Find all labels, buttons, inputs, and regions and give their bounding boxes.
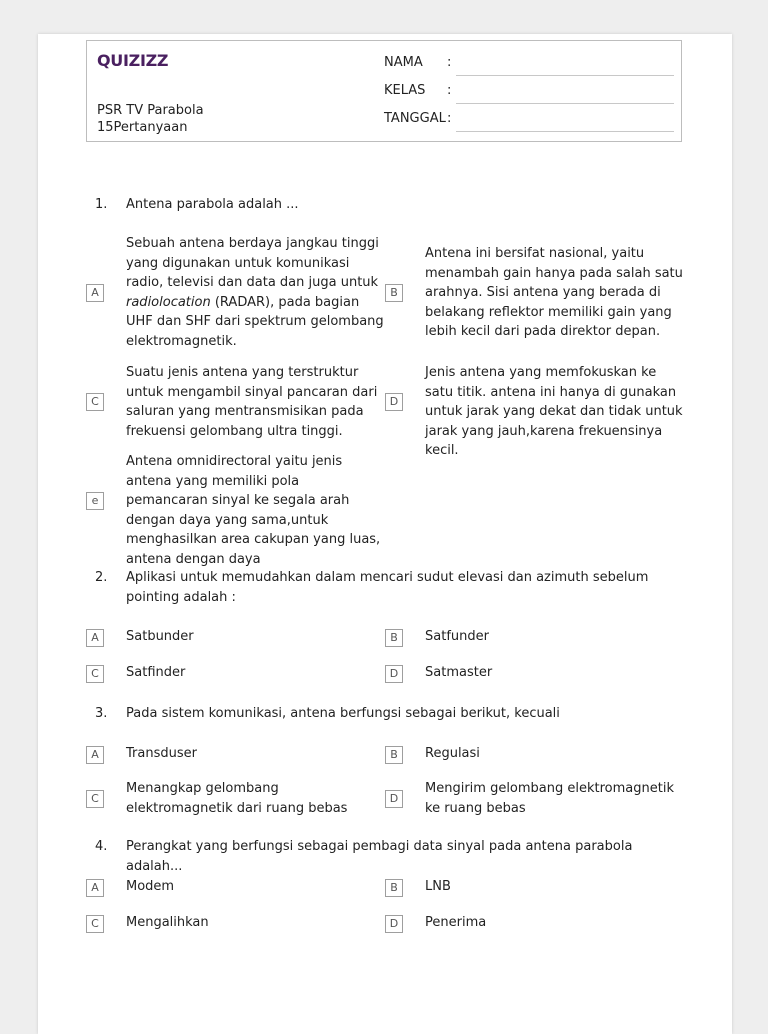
option-letter-box[interactable]: C xyxy=(86,393,104,411)
name-line[interactable] xyxy=(456,75,674,76)
name-field xyxy=(384,55,674,73)
question-text: Pada sistem komunikasi, antena berfungsi sebagai berikut, kecuali xyxy=(126,706,560,721)
option-letter-box[interactable]: A xyxy=(86,629,104,647)
option-text: Satfinder xyxy=(126,665,186,680)
option-text: Satmaster xyxy=(425,665,493,680)
option-letter-box[interactable]: D xyxy=(385,393,403,411)
option-text: Jenis antena yang memfokuskan ke satu titik. antena ini hanya di gunakan untuk jarak yang dekat dan tidak untuk jarak yang jauh,karena frekuensinya kecil. xyxy=(425,365,683,458)
option-text: Antena omnidirectoral yaitu jenis antena yang memiliki pola pemancaran sinyal ke segala arah dengan daya yang sama,untuk menghasilkan area cakupan yang luas, antena dengan daya xyxy=(126,454,381,567)
worksheet-header xyxy=(86,40,682,142)
question-text: Perangkat yang berfungsi sebagai pembagi data sinyal pada antena parabola adalah... xyxy=(126,839,633,874)
quiz-name: PSR TV Parabola xyxy=(97,103,204,118)
option-text: Mengalihkan xyxy=(126,915,209,930)
date-colon: : xyxy=(447,111,452,126)
option-text-part: Sebuah antena berdaya jangkau tinggi yang digunakan untuk komunikasi radio, televisi dan data dan juga untuk xyxy=(126,236,379,290)
question-number: 4. xyxy=(95,839,108,854)
date-label: TANGGAL xyxy=(384,111,446,126)
option-letter-box[interactable]: C xyxy=(86,915,104,933)
quizizz-logo-icon xyxy=(97,51,177,71)
option-letter-box[interactable]: B xyxy=(385,629,403,647)
option-letter-box[interactable]: D xyxy=(385,915,403,933)
option-letter-box[interactable]: A xyxy=(86,879,104,897)
option-text-italic: radiolocation xyxy=(126,294,211,310)
question-number: 3. xyxy=(95,706,108,721)
option-letter-box[interactable]: C xyxy=(86,790,104,808)
option-letter-box[interactable]: B xyxy=(385,284,403,302)
option-text: Menangkap gelombang elektromagnetik dari ruang bebas xyxy=(126,781,348,816)
option-letter-box[interactable]: A xyxy=(86,746,104,764)
option-text: Transduser xyxy=(126,746,197,761)
question-text: Aplikasi untuk memudahkan dalam mencari sudut elevasi dan azimuth sebelum pointing adalah : xyxy=(126,570,649,605)
option-text: Antena ini bersifat nasional, yaitu menambah gain hanya pada salah satu arahnya. Sisi antena yang berada di belakang reflektor memiliki gain yang lebih kecil dari pada direktor depan. xyxy=(425,246,683,339)
question-count: 15Pertanyaan xyxy=(97,120,188,135)
question-number: 2. xyxy=(95,570,108,585)
quiz-info xyxy=(97,102,204,136)
option-text: Regulasi xyxy=(425,746,480,761)
option-letter-box[interactable]: B xyxy=(385,879,403,897)
option-text: Modem xyxy=(126,879,175,894)
option-letter-box[interactable]: A xyxy=(86,284,104,302)
date-line[interactable] xyxy=(456,131,674,132)
option-text: Mengirim gelombang elektromagnetik ke ruang bebas xyxy=(425,781,674,816)
option-letter-box[interactable]: B xyxy=(385,746,403,764)
option-letter-box[interactable]: D xyxy=(385,790,403,808)
worksheet-page xyxy=(38,34,732,1034)
option-text: Satfunder xyxy=(425,629,489,644)
option-text: Penerima xyxy=(425,915,487,930)
class-label: KELAS xyxy=(384,83,426,98)
date-field xyxy=(384,111,674,129)
class-colon: : xyxy=(447,83,452,98)
class-line[interactable] xyxy=(456,103,674,104)
option-letter-box[interactable]: C xyxy=(86,665,104,683)
option-letter-box[interactable]: e xyxy=(86,492,104,510)
name-label: NAMA xyxy=(384,55,423,70)
name-colon: : xyxy=(447,55,452,70)
option-text: LNB xyxy=(425,879,451,894)
quizizz-logo xyxy=(97,51,177,75)
option-text-part: (RADAR), pada bagian UHF dan SHF dari spektrum gelombang elektromagnetik. xyxy=(126,294,384,349)
question-number: 1. xyxy=(95,197,108,212)
question-text: Antena parabola adalah ... xyxy=(126,197,299,212)
class-field xyxy=(384,83,674,101)
option-text: Suatu jenis antena yang terstruktur untuk mengambil sinyal pancaran dari saluran yang mentransmisikan pada frekuensi gelombang ultra tinggi. xyxy=(126,365,378,439)
option-text: Satbunder xyxy=(126,629,194,644)
option-text xyxy=(126,234,384,351)
logo-text: QUIZIZZ xyxy=(97,51,169,70)
option-letter-box[interactable]: D xyxy=(385,665,403,683)
